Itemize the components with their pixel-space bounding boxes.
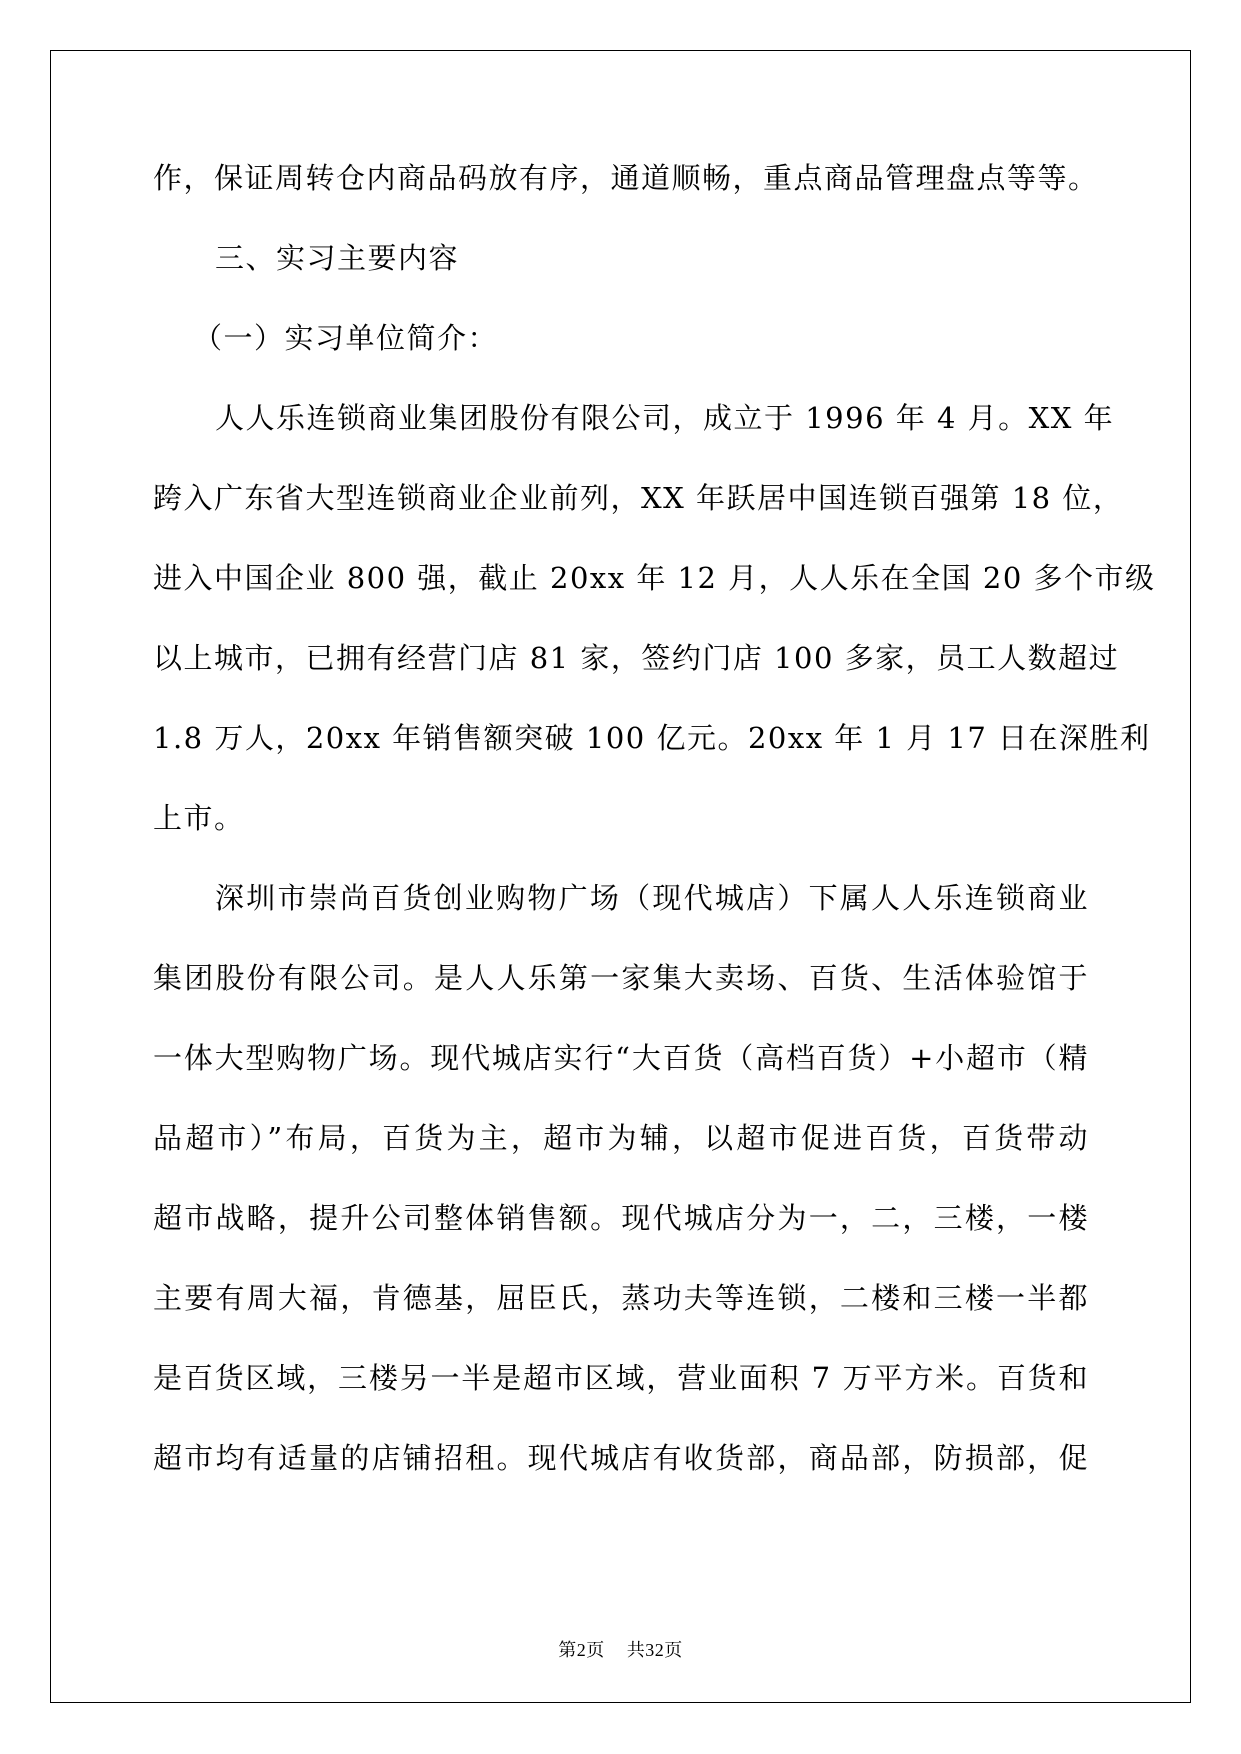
paragraph-line: 深圳市崇尚百货创业购物广场（现代城店）下属人人乐连锁商业 <box>215 881 1089 915</box>
paragraph-line: 一体大型购物广场。现代城店实行“大百货（高档百货）+小超市（精 <box>153 1041 1089 1075</box>
paragraph-line: 集团股份有限公司。是人人乐第一家集大卖场、百货、生活体验馆于 <box>153 961 1089 995</box>
total-prefix: 共 <box>626 1640 646 1661</box>
paragraph-line: 以上城市，已拥有经营门店 81 家，签约门店 100 多家，员工人数超过 <box>153 641 1120 675</box>
paragraph-line: 1.8 万人，20xx 年销售额突破 100 亿元。20xx 年 1 月 17 日在深胜利 <box>153 721 1151 755</box>
paragraph-line: 进入中国企业 800 强，截止 20xx 年 12 月，人人乐在全国 20 多个市级 <box>153 561 1156 595</box>
section-heading: 三、实习主要内容 <box>215 241 460 275</box>
paragraph-line: 超市均有适量的店铺招租。现代城店有收货部，商品部，防损部，促 <box>153 1441 1089 1475</box>
paragraph-line: 跨入广东省大型连锁商业企业前列，XX 年跃居中国连锁百强第 18 位， <box>153 481 1124 515</box>
paragraph-line: 是百货区域，三楼另一半是超市区域，营业面积 7 万平方米。百货和 <box>153 1361 1089 1395</box>
paragraph-line: 作，保证周转仓内商品码放有序，通道顺畅，重点商品管理盘点等等。 <box>153 161 1099 195</box>
paragraph-line: 主要有周大福，肯德基，屈臣氏，蒸功夫等连锁，二楼和三楼一半都 <box>153 1281 1089 1315</box>
page-footer <box>0 1636 1241 1662</box>
paragraph-line: 超市战略，提升公司整体销售额。现代城店分为一，二，三楼，一楼 <box>153 1201 1089 1235</box>
paragraph-line: 上市。 <box>153 801 245 835</box>
total-unit: 页 <box>664 1640 683 1661</box>
document-body <box>153 160 1156 1520</box>
page-total: 32 <box>645 1640 665 1660</box>
page-number: 2 <box>576 1640 587 1660</box>
paragraph-line: 品超市）”布局，百货为主，超市为辅，以超市促进百货，百货带动 <box>153 1121 1089 1155</box>
paragraph-line: 人人乐连锁商业集团股份有限公司，成立于 1996 年 4 月。XX 年 <box>215 401 1115 435</box>
page-unit: 页 <box>586 1640 605 1661</box>
subsection-heading: （一）实习单位简介： <box>193 321 499 355</box>
page-prefix: 第 <box>558 1640 577 1661</box>
